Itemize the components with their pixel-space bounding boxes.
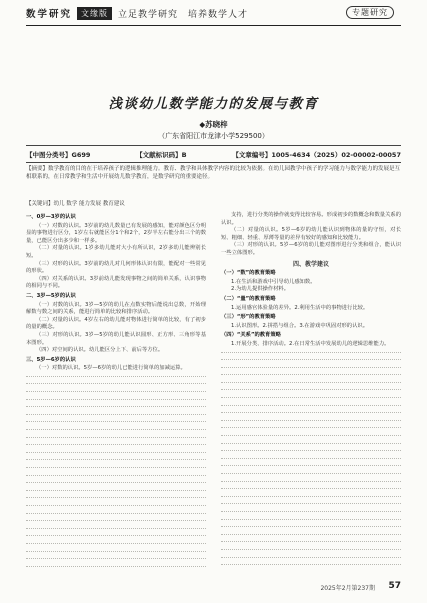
body-paragraph: （一）对数的认识。3岁—5岁的幼儿在点数实物后能说出总数，开始理解数与数之间的关系，能进行简单的比较和排序活动。 [26,301,206,316]
body-paragraph: （三）对形的认识。5岁—6岁的幼儿能对图形进行分类和组合，能认识一些立体图形。 [221,242,401,256]
text-line-filler [26,525,206,533]
text-line-filler [221,402,401,410]
text-line-filler [26,548,206,556]
body-paragraph: （二）对量的认识。4岁左右的幼儿能对物体进行简单的比较，有了初步的量的概念。 [26,316,206,331]
text-line-filler [221,364,401,372]
article-title: 浅谈幼儿数学能力的发展与教育 [108,96,319,112]
text-line-filler [26,380,206,388]
text-line-filler [26,456,206,464]
text-line-filler [26,555,206,563]
keywords: 【关键词】幼儿 数学 能力发展 教育建议 [26,201,125,207]
text-line-filler [221,462,401,470]
text-line-filler [221,531,401,539]
text-line-filler [26,411,206,419]
body-paragraph: （一）对数的认识。3岁前的幼儿数量已有发展的感知，能对颜色区分明显的事物进行区分，1岁左右就能区分1个和2个，2岁半左右能分出三个的数量，已能区分出多少和一样多。 [26,222,206,244]
body-paragraph: （三）对形的认识。3岁—5岁的幼儿能认识圆形、正方形、三角形等基本图形。 [26,331,206,346]
text-line-filler [221,409,401,417]
text-line-filler [221,500,401,508]
text-line-filler [221,386,401,394]
body-paragraph: （四）对关系的认识。3岁前幼儿能发现事物之间的简单关系，认识事物的相同与不同。 [26,275,206,290]
header-category-group [26,4,112,22]
text-line-filler [26,396,206,404]
section-heading: 一、0岁—3岁的认识 [26,214,76,220]
section-heading: （三）“形”的教育策略 [221,314,276,321]
issue-date: 2025年2月第237期 [320,585,375,592]
text-line-filler [221,447,401,455]
text-line-filler [221,394,401,402]
text-line-filler [221,440,401,448]
article-affiliation: （广东省阳江市龙津小学529500） [158,132,269,140]
text-line-filler [26,373,206,381]
text-line-filler [221,424,401,432]
body-paragraph: 1.认识图形。2.拼搭与组合。3.在游戏中巩固对形的认识。 [231,322,368,329]
body-column-left [26,212,206,570]
text-line-filler [221,371,401,379]
text-line-filler [221,493,401,501]
text-line-filler [26,434,206,442]
body-paragraph: 2.为幼儿提供操作材料。 [231,286,290,293]
text-line-filler [221,546,401,554]
section-heading: （二）“量”的教育策略 [221,295,276,302]
text-line-filler [26,563,206,571]
text-line-filler [26,388,206,396]
abstract: 【摘要】数学教育的目的在于培养孩子的逻辑推理能力。教育、教学和具体教学内容的比较为依据。在幼儿园教学中孩子的学习能力与数学能力的发展是互相联系的，在日常教学和生活中开展幼儿数学教育，是数学研究的重要途径。 [26,166,401,180]
text-line-filler [221,432,401,440]
text-line-filler [221,417,401,425]
text-line-filler [26,517,206,525]
text-line-filler [26,403,206,411]
text-line-filler [221,379,401,387]
header-slogan: 立足教学研究 培养数学人才 [118,10,249,20]
body-paragraph: 1.运用感官体验量的差异。2.利用生活中的事物进行比较。 [231,304,369,311]
text-line-filler [26,479,206,487]
text-line-filler [221,516,401,524]
body-paragraph: 1.在生活和游戏中引导幼儿感知数。 [231,278,316,285]
text-line-filler [26,418,206,426]
article-author: ◆苏晓梓 [199,120,228,129]
header-badge: 文缘版 [77,7,112,20]
text-line-filler [26,441,206,449]
article-id: 【文章编号】1005-4634（2025）02-00002-00057 [232,150,401,159]
text-line-filler [221,538,401,546]
text-line-filler [221,478,401,486]
body-paragraph: （三）对形的认识。3岁前的幼儿对几何形体认识有限，能配对一些常见的形状。 [26,260,206,275]
text-line-filler [26,540,206,548]
body-paragraph: （二）对量的认识。5岁—6岁的幼儿能认识到物体的量的守恒，对长短、粗细、轻重、厚薄等量的差异有较好的感知和比较能力。 [221,227,401,241]
body-paragraph: 1.开展分类、排序活动。2.在日常生活中发展幼儿的逻辑思维能力。 [231,340,390,347]
text-line-filler [221,508,401,516]
body-paragraph: （四）对空间的认识。幼儿能区分上下、前后等方位。 [36,347,164,354]
text-line-filler [221,455,401,463]
text-line-filler [26,464,206,472]
text-line-filler [26,494,206,502]
header-category: 数学研究 [26,9,73,20]
text-line-filler [26,532,206,540]
body-paragraph: （二）对量的认识。1岁多幼儿能对大小有所认识，2岁多幼儿能辨别长短。 [26,245,206,259]
text-line-filler [221,523,401,531]
body-paragraph: （一）对数的认识。5岁—6岁的幼儿已能进行简单的加减运算。 [36,365,186,372]
section-heading: 二、3岁—5岁的认识 [26,292,76,299]
section-heading: 三、5岁—6岁的认识 [26,356,76,363]
body-paragraph: 支持，进行分类的操作就变得比较容易。形成初步的数概念和数量关系的认识。 [221,212,401,226]
text-line-filler [221,561,401,569]
text-line-filler [26,426,206,434]
text-line-filler [26,472,206,480]
section-heading: 四、教学建议 [292,260,329,268]
document-code: 【文献标识码】B [136,150,187,159]
body-column-right [221,212,401,569]
text-line-filler [221,356,401,364]
text-line-filler [221,554,401,562]
page-number: 57 [388,581,401,591]
header-section-label: 专题研究 [346,6,394,19]
text-line-filler [26,502,206,510]
clc-number: 【中图分类号】G699 [26,150,91,159]
text-line-filler [26,449,206,457]
section-heading: （一）“数”的教育策略 [221,270,276,277]
section-heading: （四）“关系”的教育策略 [221,332,281,339]
text-line-filler [221,470,401,478]
page-header [0,0,427,26]
article-meta-bar [26,145,401,163]
text-line-filler [221,485,401,493]
text-line-filler [221,349,401,357]
text-line-filler [26,510,206,518]
header-divider [26,25,401,26]
text-line-filler [26,487,206,495]
